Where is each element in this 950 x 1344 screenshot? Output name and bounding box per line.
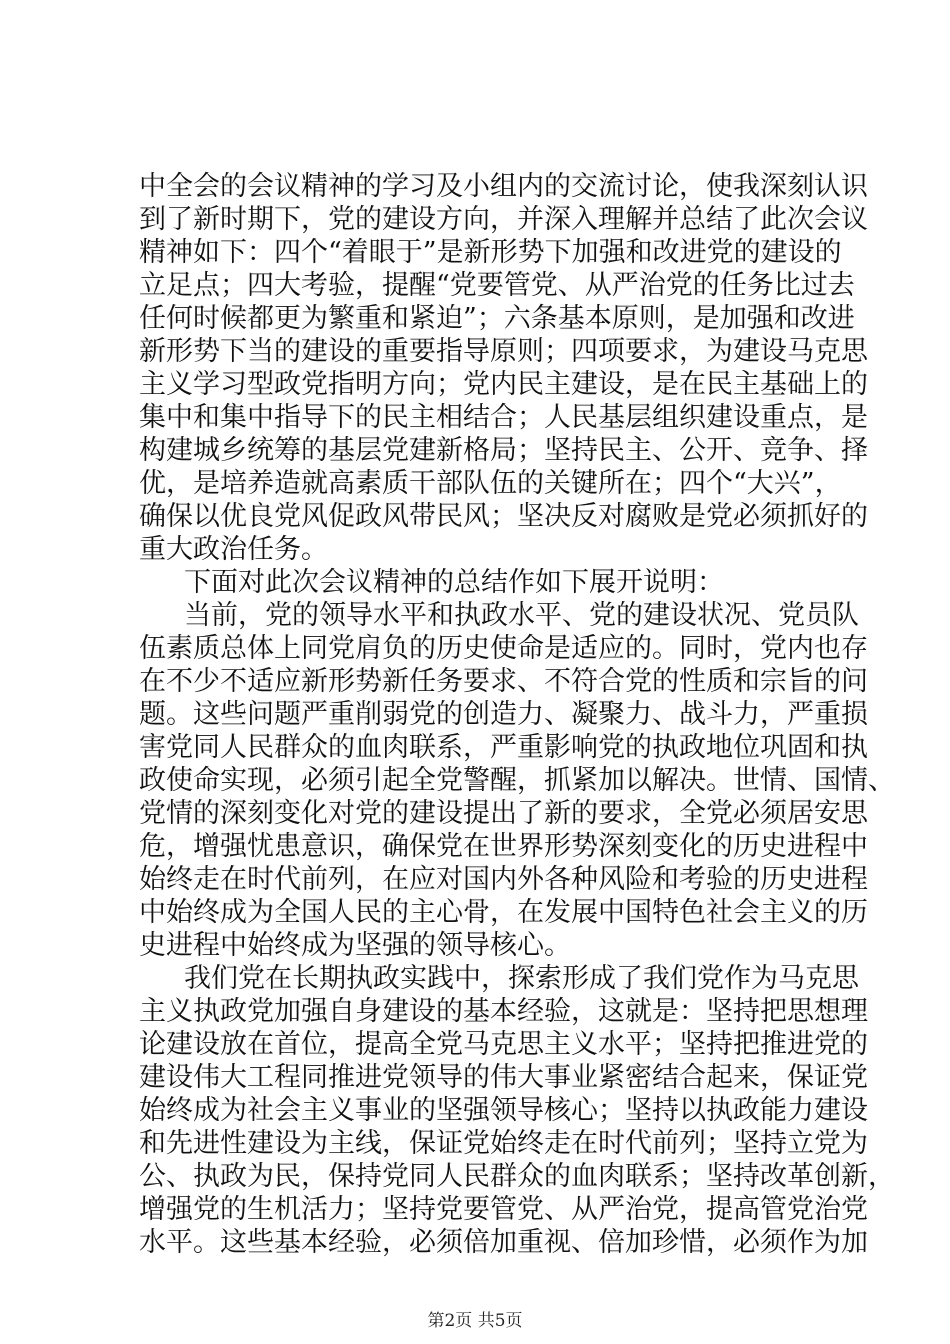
- text-line: 危，增强忧患意识，确保党在世界形势深刻变化的历史进程中: [139, 831, 868, 862]
- text-line: 水平。这些基本经验，必须倍加重视、倍加珍惜，必须作为加: [139, 1227, 868, 1258]
- text-line: 到了新时期下，党的建设方向，并深入理解并总结了此次会议: [139, 204, 868, 235]
- text-line: 任何时候都更为繁重和紧迫”；六条基本原则，是加强和改进: [139, 303, 855, 334]
- text-line: 增强党的生机活力；坚持党要管党、从严治党，提高管党治党: [139, 1194, 868, 1225]
- text-line: 优，是培养造就高素质干部队伍的关键所在；四个“大兴”，: [139, 468, 842, 499]
- text-line: 下面对此次会议精神的总结作如下展开说明：: [184, 567, 724, 598]
- text-line: 主义学习型政党指明方向；党内民主建设，是在民主基础上的: [139, 369, 868, 400]
- text-line: 精神如下：四个“着眼于”是新形势下加强和改进党的建设的: [139, 237, 842, 268]
- text-line: 当前，党的领导水平和执政水平、党的建设状况、党员队: [184, 600, 859, 631]
- text-line: 伍素质总体上同党肩负的历史使命是适应的。同时，党内也存: [139, 633, 868, 664]
- text-line: 中全会的会议精神的学习及小组内的交流讨论，使我深刻认识: [139, 171, 868, 202]
- text-line: 重大政治任务。: [139, 534, 328, 565]
- page-number-footer: 第2页 共5页: [427, 1311, 523, 1331]
- text-line: 和先进性建设为主线，保证党始终走在时代前列；坚持立党为: [139, 1128, 868, 1159]
- text-line: 确保以优良党风促政风带民风；坚决反对腐败是党必须抓好的: [139, 501, 868, 532]
- document-body: [139, 170, 895, 1259]
- text-line: 史进程中始终成为坚强的领导核心。: [139, 930, 571, 961]
- text-line: 始终走在时代前列，在应对国内外各种风险和考验的历史进程: [139, 864, 868, 895]
- text-line: 立足点；四大考验，提醒“党要管党、从严治党的任务比过去: [139, 270, 855, 301]
- text-line: 新形势下当的建设的重要指导原则；四项要求，为建设马克思: [139, 336, 868, 367]
- text-line: 中始终成为全国人民的主心骨，在发展中国特色社会主义的历: [139, 897, 868, 928]
- text-line: 题。这些问题严重削弱党的创造力、凝聚力、战斗力，严重损: [139, 699, 868, 730]
- text-line: 在不少不适应新形势新任务要求、不符合党的性质和宗旨的问: [139, 666, 868, 697]
- text-line: 集中和集中指导下的民主相结合；人民基层组织建设重点，是: [139, 402, 868, 433]
- text-line: 政使命实现，必须引起全党警醒，抓紧加以解决。世情、国情、: [139, 765, 895, 796]
- text-line: 建设伟大工程同推进党领导的伟大事业紧密结合起来，保证党: [139, 1062, 868, 1093]
- text-line: 始终成为社会主义事业的坚强领导核心；坚持以执政能力建设: [139, 1095, 868, 1126]
- text-line: 害党同人民群众的血肉联系，严重影响党的执政地位巩固和执: [139, 732, 868, 763]
- text-line: 公、执政为民，保持党同人民群众的血肉联系；坚持改革创新，: [139, 1161, 895, 1192]
- text-line: 主义执政党加强自身建设的基本经验，这就是：坚持把思想理: [139, 996, 868, 1027]
- text-line: 我们党在长期执政实践中，探索形成了我们党作为马克思: [184, 963, 859, 994]
- text-line: 论建设放在首位，提高全党马克思主义水平；坚持把推进党的: [139, 1029, 868, 1060]
- text-line: 构建城乡统筹的基层党建新格局；坚持民主、公开、竞争、择: [139, 435, 868, 466]
- text-line: 党情的深刻变化对党的建设提出了新的要求，全党必须居安思: [139, 798, 868, 829]
